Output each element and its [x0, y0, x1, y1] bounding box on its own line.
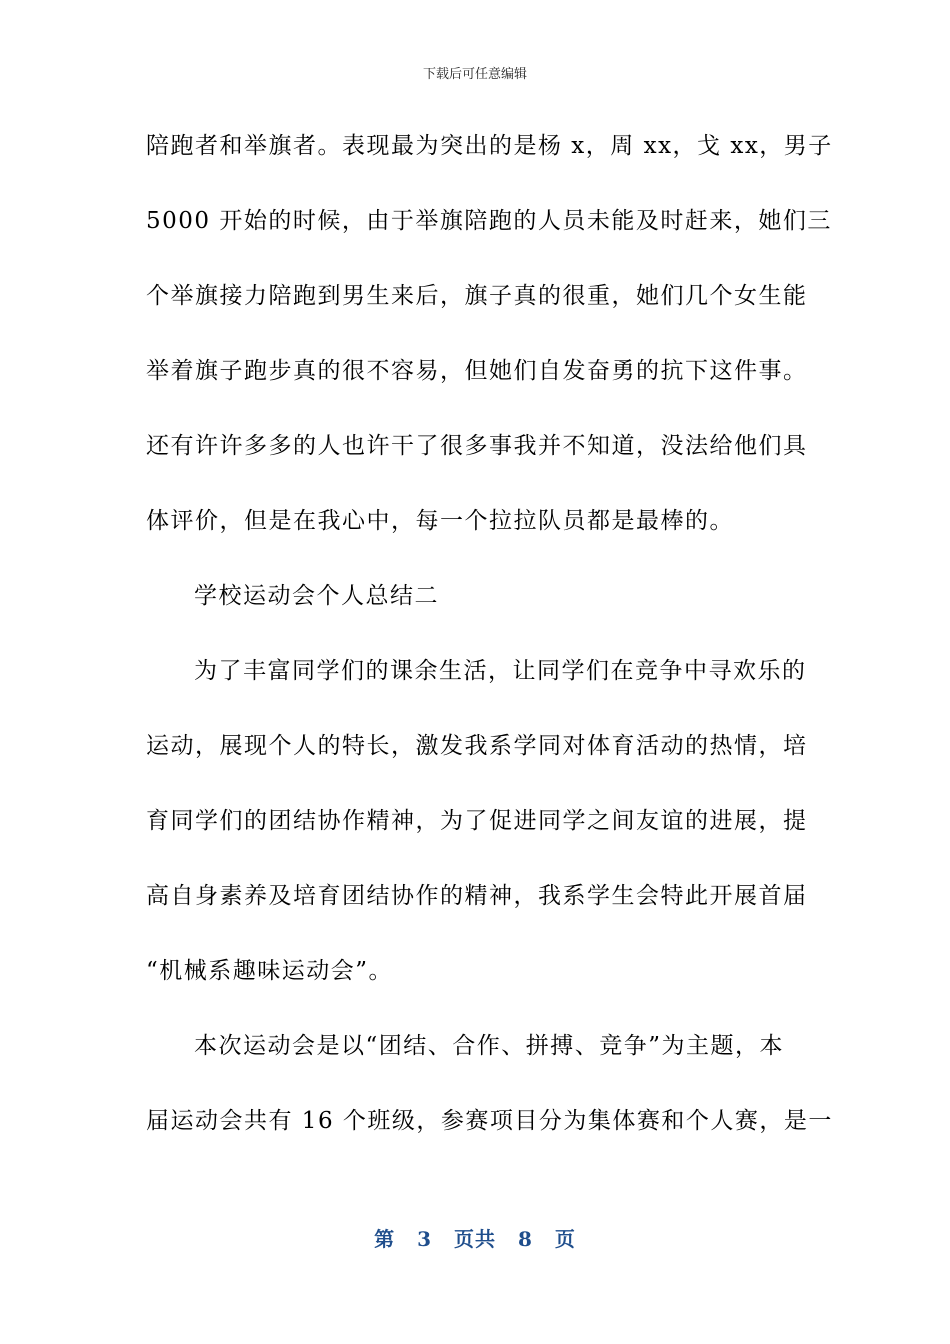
- section-heading: 学校运动会个人总结二: [194, 583, 439, 609]
- footer-total-pages: 8: [518, 1227, 533, 1251]
- text-line: 运动，展现个人的特长，激发我系学同对体育活动的热情，培: [146, 733, 808, 759]
- text-line: 高自身素养及培育团结协作的精神，我系学生会特此开展首届: [146, 883, 808, 909]
- text-line: 育同学们的团结协作精神，为了促进同学之间友谊的进展，提: [146, 808, 808, 834]
- footer-prefix: 第: [374, 1227, 396, 1251]
- text-line: 陪跑者和举旗者。表现最为突出的是杨 x，周 xx，戈 xx，男子: [146, 133, 833, 159]
- text-line: 还有许许多多的人也许干了很多事我并不知道，没法给他们具: [146, 433, 808, 459]
- text-line: “机械系趣味运动会”。: [146, 958, 394, 984]
- text-line: 个举旗接力陪跑到男生来后，旗子真的很重，她们几个女生能: [146, 283, 808, 309]
- text-line: 届运动会共有 16 个班级，参赛项目分为集体赛和个人赛，是一: [146, 1108, 833, 1134]
- footer-middle: 页共: [454, 1227, 496, 1251]
- footer-current-page: 3: [417, 1227, 432, 1251]
- text-line: 本次运动会是以“团结、合作、拼搏、竞争”为主题，本: [194, 1033, 785, 1059]
- text-line: 为了丰富同学们的课余生活，让同学们在竞争中寻欢乐的: [194, 658, 807, 684]
- text-line: 体评价，但是在我心中，每一个拉拉队员都是最棒的。: [146, 508, 734, 534]
- text-line: 举着旗子跑步真的很不容易，但她们自发奋勇的抗下这件事。: [146, 358, 808, 384]
- document-body: [146, 120, 833, 1170]
- page-header-note: 下载后可任意编辑: [422, 67, 527, 82]
- text-line: 5000 开始的时候，由于举旗陪跑的人员未能及时赶来，她们三: [146, 208, 832, 234]
- page-footer: [0, 1226, 950, 1252]
- footer-suffix: 页: [554, 1227, 576, 1251]
